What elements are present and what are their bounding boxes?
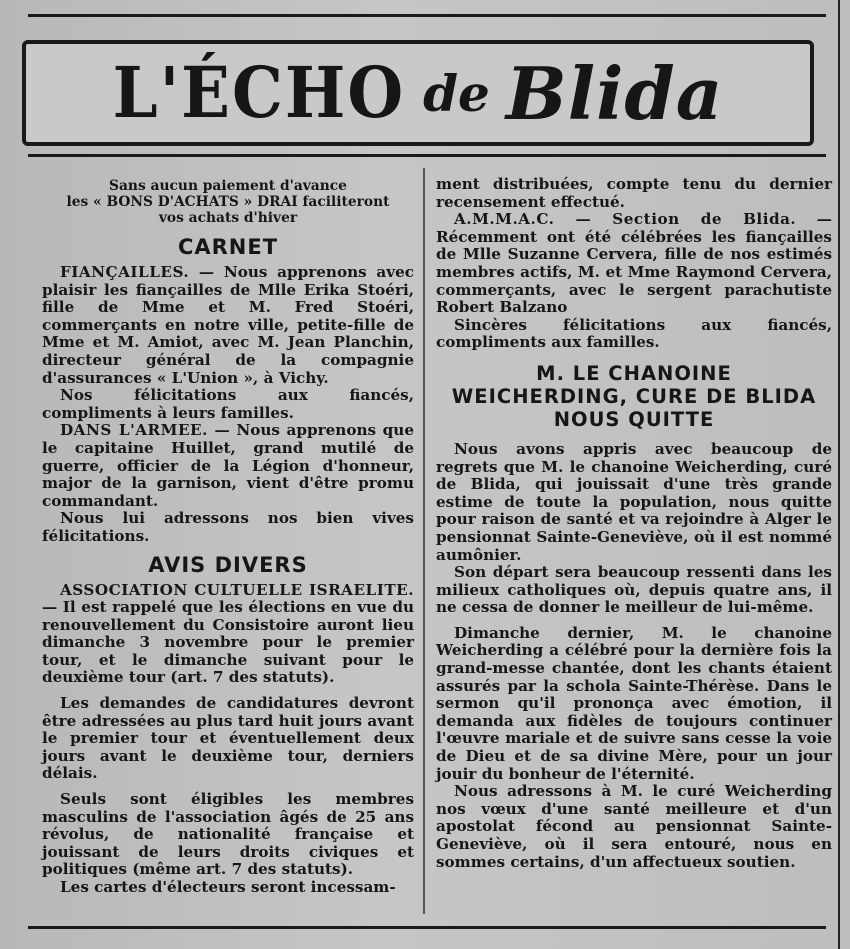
chanoine-heading-line: M. LE CHANOINE	[536, 361, 732, 385]
association-paragraph	[42, 582, 414, 688]
top-rule	[28, 14, 826, 17]
chanoine-heading-line: NOUS QUITTE	[553, 407, 715, 431]
avis-heading: AVIS DIVERS	[148, 552, 308, 577]
masthead	[22, 40, 814, 146]
masthead-echo: L'ÉCHO	[112, 51, 406, 135]
armee-text: — Nous apprenons que le capitaine Huillet, grand mutilé de guerre, officier de la Légion d'honneur, major de la garnison, vient d'être promu commandant.	[42, 421, 414, 510]
bottom-rule	[28, 926, 826, 929]
advert-lead	[42, 178, 414, 226]
right-column	[436, 176, 832, 871]
advert-line: vos achats d'hiver	[158, 210, 298, 226]
association-cartes: Les cartes d'électeurs seront incessam-	[60, 878, 396, 896]
chanoine-p1: Nous avons appris avec beaucoup de regrets que M. le chanoine Weicherding, curé de Blida, qui jouissait d'une très grande estime de toute la population, nous quitte pour raison de santé et va rejoindre à Alger le pensionnat Sainte-Geneviève, où il est nommé aumônier.	[436, 439, 832, 564]
masthead-de: de	[423, 63, 490, 123]
chanoine-p4: Nous adressons à M. le curé Weicherding nos vœux d'une santé meilleure et d'un apostolat fécond au pensionnat Sainte-Geneviève, où il sera entouré, nous en sommes certains, d'un affectueux soutien.	[436, 782, 832, 871]
right-edge-rule	[838, 0, 840, 949]
column-separator	[423, 168, 425, 914]
association-eligibles: Seuls sont éligibles les membres masculins de l'association âgés de 25 ans révolus, de nationalité française et jouissant de leurs droits civiques et politiques (même art. 7 des statuts).	[42, 790, 414, 879]
ammac-text: — Récemment ont été célébrées les fiançailles de Mlle Suzanne Cervera, fille de nos estimés membres actifs, M. et Mme Raymond Cervera, commerçants, avec le sergent parachutiste Robert Balzano	[436, 210, 832, 317]
masthead-blida: Blida	[505, 50, 724, 136]
armee-head: DANS L'ARMEE.	[60, 421, 208, 440]
chanoine-p3: Dimanche dernier, M. le chanoine Weicherding a célébré pour la dernière fois la grand-messe chantée, dont les chants étaient assurés par la schola Sainte-Thérèse. Dans le sermon qu'il prononça avec émotion, il demanda aux fidèles de toujours continuer l'œuvre mariale et de suivre sans cesse la voie de Dieu et de sa divine Mère, pour un jour jouir du bonheur de l'éternité.	[436, 623, 832, 783]
masthead-rule	[28, 154, 826, 157]
association-candidatures: Les demandes de candidatures devront être adressées au plus tard huit jours avant le premier tour et éventuellement deux jours avant le deuxième tour, derniers délais.	[42, 694, 414, 783]
fiancailles-text: — Nous apprenons avec plaisir les fiançailles de Mlle Erika Stoéri, fille de Mme et M. Fred Stoéri, commerçants en notre ville, petite-fille de Mme et M. Amiot, avec M. Jean Planchin, directeur général de la compagnie d'assurances « L'Union », à Vichy.	[42, 263, 414, 387]
left-column	[42, 176, 414, 897]
chanoine-heading	[436, 362, 832, 431]
chanoine-heading-line: WEICHERDING, CURE DE BLIDA	[451, 384, 817, 408]
armee-paragraph	[42, 422, 414, 510]
carnet-heading: CARNET	[177, 235, 279, 259]
armee-congrats: Nous lui adressons nos bien vives félicitations.	[42, 509, 414, 545]
ammac-congrats: Sincères félicitations aux fiancés, compliments aux familles.	[436, 315, 832, 352]
ammac-paragraph	[436, 211, 832, 317]
continued-text: ment distribuées, compte tenu du dernier recensement effectué.	[436, 175, 832, 211]
fiancailles-paragraph	[42, 264, 414, 387]
advert-line: Sans aucun paiement d'avance	[109, 178, 347, 194]
fiancailles-head: FIANÇAILLES.	[60, 263, 190, 281]
advert-line: les « BONS D'ACHATS » DRAI faciliteront	[66, 194, 390, 210]
fiancailles-congrats: Nos félicitations aux fiancés, compliments à leurs familles.	[42, 386, 414, 422]
ammac-head: A.M.M.A.C. — Section de Blida.	[454, 210, 797, 229]
chanoine-p2: Son départ sera beaucoup ressenti dans les milieux catholiques où, depuis quatre ans, il ne cessa de donner le meilleur de lui-même.	[436, 563, 832, 617]
association-head: ASSOCIATION CULTUELLE ISRAELITE.	[60, 580, 414, 599]
association-text: — Il est rappelé que les élections en vue du renouvellement du Consistoire auront lieu dimanche 3 novembre pour le premier tour, et le dimanche suivant pour le deuxième tour (art. 7 des statuts).	[42, 598, 414, 687]
